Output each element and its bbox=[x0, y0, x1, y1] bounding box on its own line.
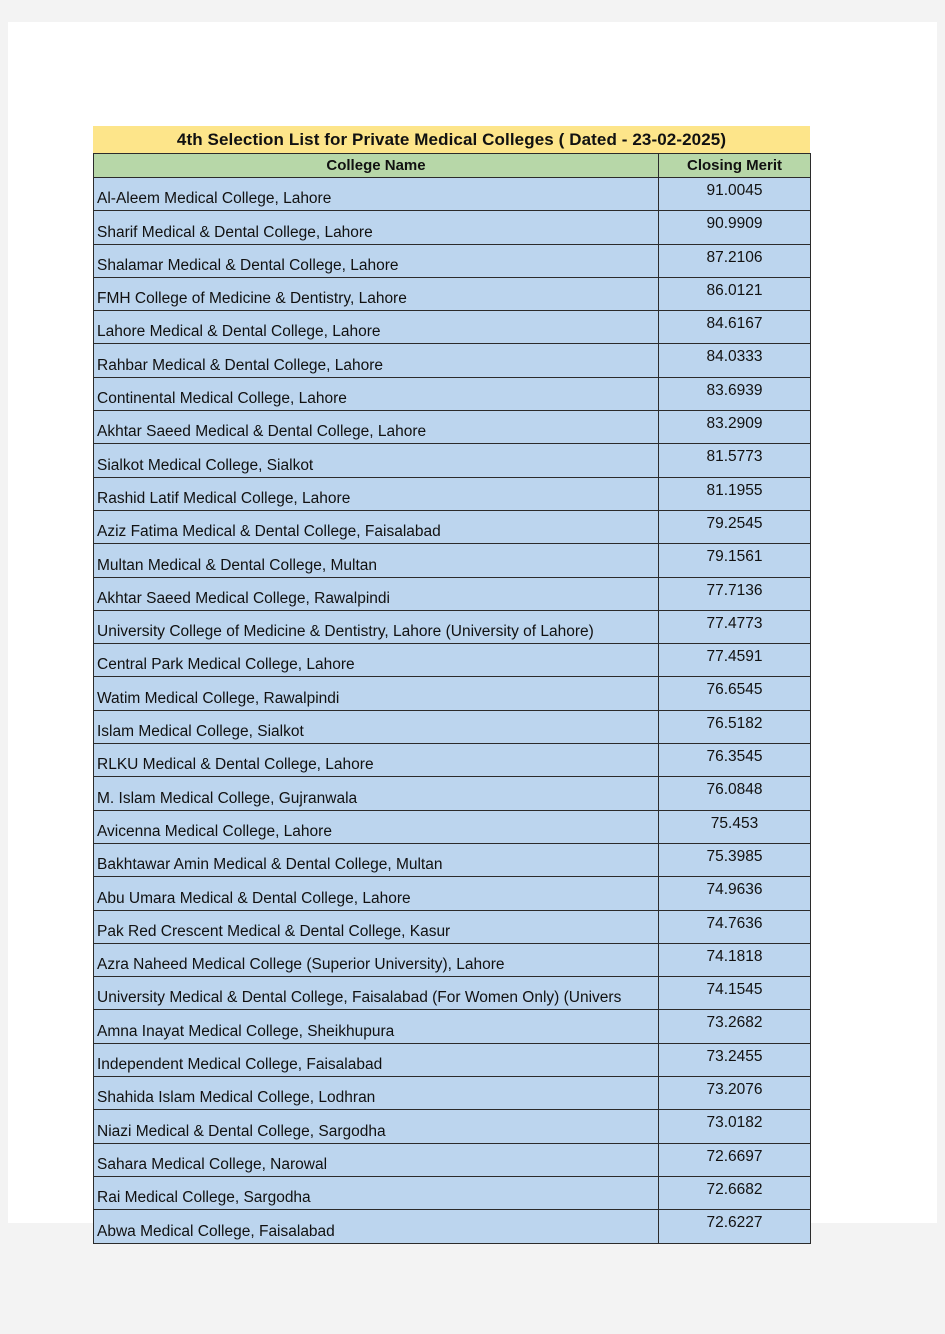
closing-merit-cell: 84.6167 bbox=[659, 311, 811, 344]
table-row bbox=[94, 1110, 811, 1143]
college-name-cell: Watim Medical College, Rawalpindi bbox=[94, 677, 659, 710]
closing-merit-cell: 76.6545 bbox=[659, 677, 811, 710]
closing-merit-cell: 84.0333 bbox=[659, 344, 811, 377]
college-name-cell: Rashid Latif Medical College, Lahore bbox=[94, 477, 659, 510]
college-name-cell: University College of Medicine & Dentistry, Lahore (University of Lahore) bbox=[94, 610, 659, 643]
closing-merit-cell: 76.5182 bbox=[659, 710, 811, 743]
college-name-cell: Amna Inayat Medical College, Sheikhupura bbox=[94, 1010, 659, 1043]
merit-list bbox=[93, 126, 810, 1244]
table-row bbox=[94, 477, 811, 510]
table-header bbox=[94, 154, 811, 178]
list-title: 4th Selection List for Private Medical Colleges ( Dated - 23-02-2025) bbox=[93, 126, 810, 153]
college-name-cell: Azra Naheed Medical College (Superior University), Lahore bbox=[94, 943, 659, 976]
college-name-cell: Akhtar Saeed Medical & Dental College, Lahore bbox=[94, 411, 659, 444]
college-name-cell: University Medical & Dental College, Faisalabad (For Women Only) (Univers bbox=[94, 977, 659, 1010]
college-name-cell: FMH College of Medicine & Dentistry, Lahore bbox=[94, 277, 659, 310]
table-row bbox=[94, 277, 811, 310]
college-name-cell: RLKU Medical & Dental College, Lahore bbox=[94, 744, 659, 777]
closing-merit-cell: 83.6939 bbox=[659, 377, 811, 410]
table-row bbox=[94, 311, 811, 344]
table-row bbox=[94, 810, 811, 843]
closing-merit-cell: 76.0848 bbox=[659, 777, 811, 810]
table-row bbox=[94, 677, 811, 710]
college-name-cell: Avicenna Medical College, Lahore bbox=[94, 810, 659, 843]
closing-merit-header: Closing Merit bbox=[659, 154, 811, 178]
closing-merit-cell: 81.5773 bbox=[659, 444, 811, 477]
college-name-cell: Shalamar Medical & Dental College, Lahore bbox=[94, 244, 659, 277]
closing-merit-cell: 72.6227 bbox=[659, 1210, 811, 1243]
college-name-cell: Bakhtawar Amin Medical & Dental College, Multan bbox=[94, 843, 659, 876]
table-row bbox=[94, 1143, 811, 1176]
table-body bbox=[94, 178, 811, 1244]
table-row bbox=[94, 610, 811, 643]
closing-merit-cell: 74.1818 bbox=[659, 943, 811, 976]
college-name-cell: Abwa Medical College, Faisalabad bbox=[94, 1210, 659, 1243]
closing-merit-cell: 75.453 bbox=[659, 810, 811, 843]
closing-merit-cell: 77.4591 bbox=[659, 644, 811, 677]
table-row bbox=[94, 943, 811, 976]
college-name-cell: Akhtar Saeed Medical College, Rawalpindi bbox=[94, 577, 659, 610]
table-row bbox=[94, 710, 811, 743]
header-row bbox=[94, 154, 811, 178]
college-name-cell: Al-Aleem Medical College, Lahore bbox=[94, 178, 659, 211]
college-name-cell: Rai Medical College, Sargodha bbox=[94, 1176, 659, 1209]
table-row bbox=[94, 1077, 811, 1110]
closing-merit-cell: 74.7636 bbox=[659, 910, 811, 943]
table-row bbox=[94, 910, 811, 943]
college-name-cell: Abu Umara Medical & Dental College, Lahore bbox=[94, 877, 659, 910]
college-name-cell: M. Islam Medical College, Gujranwala bbox=[94, 777, 659, 810]
closing-merit-cell: 83.2909 bbox=[659, 411, 811, 444]
closing-merit-cell: 73.2076 bbox=[659, 1077, 811, 1110]
closing-merit-cell: 73.2455 bbox=[659, 1043, 811, 1076]
table-row bbox=[94, 344, 811, 377]
closing-merit-cell: 73.2682 bbox=[659, 1010, 811, 1043]
table-row bbox=[94, 1010, 811, 1043]
college-name-cell: Central Park Medical College, Lahore bbox=[94, 644, 659, 677]
college-name-cell: Sialkot Medical College, Sialkot bbox=[94, 444, 659, 477]
college-name-cell: Pak Red Crescent Medical & Dental College, Kasur bbox=[94, 910, 659, 943]
table-row bbox=[94, 977, 811, 1010]
table-row bbox=[94, 411, 811, 444]
closing-merit-cell: 77.4773 bbox=[659, 610, 811, 643]
table-row bbox=[94, 877, 811, 910]
table-row bbox=[94, 1043, 811, 1076]
college-name-cell: Sahara Medical College, Narowal bbox=[94, 1143, 659, 1176]
closing-merit-cell: 74.1545 bbox=[659, 977, 811, 1010]
college-name-cell: Independent Medical College, Faisalabad bbox=[94, 1043, 659, 1076]
college-name-cell: Multan Medical & Dental College, Multan bbox=[94, 544, 659, 577]
closing-merit-cell: 87.2106 bbox=[659, 244, 811, 277]
closing-merit-cell: 90.9909 bbox=[659, 211, 811, 244]
college-name-cell: Islam Medical College, Sialkot bbox=[94, 710, 659, 743]
closing-merit-cell: 86.0121 bbox=[659, 277, 811, 310]
table-row bbox=[94, 178, 811, 211]
table-row bbox=[94, 744, 811, 777]
college-name-header: College Name bbox=[94, 154, 659, 178]
merit-table bbox=[93, 153, 811, 1244]
closing-merit-cell: 79.2545 bbox=[659, 510, 811, 543]
table-row bbox=[94, 1210, 811, 1243]
college-name-cell: Continental Medical College, Lahore bbox=[94, 377, 659, 410]
closing-merit-cell: 73.0182 bbox=[659, 1110, 811, 1143]
table-row bbox=[94, 577, 811, 610]
table-row bbox=[94, 244, 811, 277]
college-name-cell: Lahore Medical & Dental College, Lahore bbox=[94, 311, 659, 344]
document-sheet bbox=[8, 22, 937, 1240]
college-name-cell: Niazi Medical & Dental College, Sargodha bbox=[94, 1110, 659, 1143]
table-row bbox=[94, 211, 811, 244]
table-row bbox=[94, 843, 811, 876]
table-row bbox=[94, 777, 811, 810]
closing-merit-cell: 72.6697 bbox=[659, 1143, 811, 1176]
closing-merit-cell: 81.1955 bbox=[659, 477, 811, 510]
table-row bbox=[94, 377, 811, 410]
closing-merit-cell: 74.9636 bbox=[659, 877, 811, 910]
table-row bbox=[94, 644, 811, 677]
college-name-cell: Sharif Medical & Dental College, Lahore bbox=[94, 211, 659, 244]
closing-merit-cell: 79.1561 bbox=[659, 544, 811, 577]
closing-merit-cell: 75.3985 bbox=[659, 843, 811, 876]
table-row bbox=[94, 544, 811, 577]
table-row bbox=[94, 1176, 811, 1209]
table-row bbox=[94, 510, 811, 543]
closing-merit-cell: 77.7136 bbox=[659, 577, 811, 610]
college-name-cell: Aziz Fatima Medical & Dental College, Faisalabad bbox=[94, 510, 659, 543]
closing-merit-cell: 76.3545 bbox=[659, 744, 811, 777]
college-name-cell: Shahida Islam Medical College, Lodhran bbox=[94, 1077, 659, 1110]
college-name-cell: Rahbar Medical & Dental College, Lahore bbox=[94, 344, 659, 377]
closing-merit-cell: 72.6682 bbox=[659, 1176, 811, 1209]
table-row bbox=[94, 444, 811, 477]
closing-merit-cell: 91.0045 bbox=[659, 178, 811, 211]
